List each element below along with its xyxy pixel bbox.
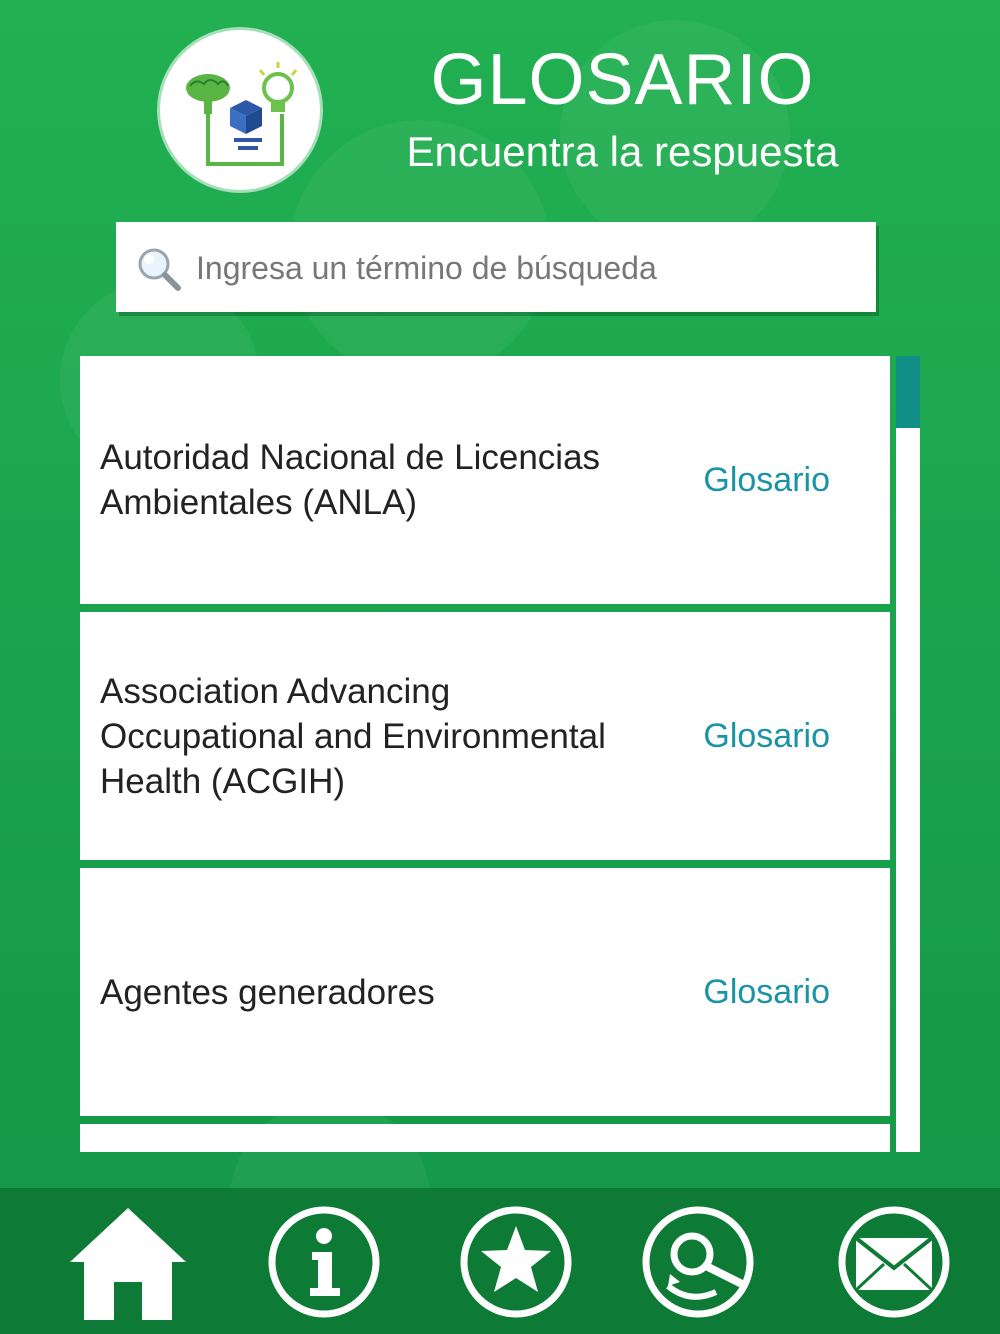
results-list[interactable]: [80, 356, 892, 1152]
search-input[interactable]: [194, 242, 858, 294]
info-icon: [264, 1202, 384, 1322]
list-item-term: Agentes generadores: [100, 972, 435, 1012]
search-bar[interactable]: [116, 222, 876, 312]
list-item-category: Glosario: [703, 716, 830, 755]
search-refresh-icon: [638, 1202, 758, 1322]
page-subtitle: Encuentra la respuesta: [406, 128, 839, 175]
app-logo: [160, 30, 320, 190]
home-icon: [68, 1202, 188, 1322]
nav-home-button[interactable]: [68, 1202, 188, 1322]
bottom-nav: [0, 1188, 1000, 1334]
list-item-term: Association Advancing Occupational and Environmental Health (ACGIH): [100, 671, 606, 801]
brain-lightbulb-logo-icon: [160, 30, 320, 190]
list-item[interactable]: [80, 356, 890, 604]
nav-info-button[interactable]: [264, 1202, 384, 1322]
nav-favorites-button[interactable]: [456, 1202, 576, 1322]
list-item[interactable]: [80, 612, 890, 860]
list-item-category: Glosario: [703, 972, 830, 1011]
page-title: GLOSARIO: [430, 40, 815, 120]
nav-contact-button[interactable]: [834, 1202, 954, 1322]
list-item-term: Autoridad Nacional de Licencias Ambientales (ANLA): [100, 438, 601, 522]
mail-icon: [834, 1202, 954, 1322]
list-item[interactable]: [80, 868, 890, 1116]
scrollbar-thumb[interactable]: [896, 356, 920, 428]
search-icon: [134, 244, 186, 301]
list-item-category: Glosario: [703, 460, 830, 499]
star-icon: [456, 1202, 576, 1322]
scrollbar-track[interactable]: [896, 356, 920, 1152]
nav-search-button[interactable]: [638, 1202, 758, 1322]
list-item[interactable]: [80, 1124, 890, 1152]
list-item-term: [100, 1124, 660, 1152]
